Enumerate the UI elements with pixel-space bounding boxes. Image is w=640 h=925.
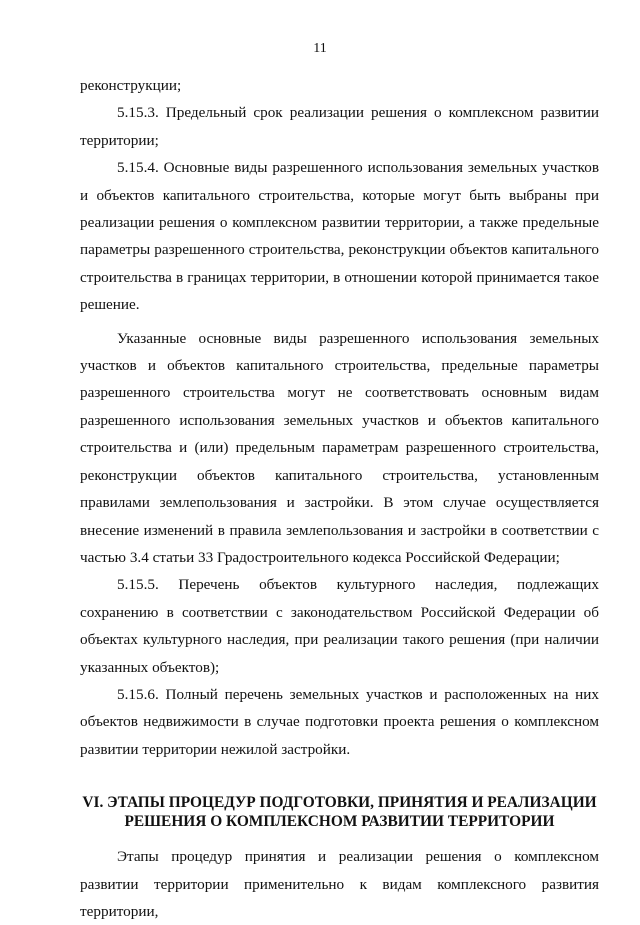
page-number: 11 (313, 41, 327, 56)
document-body (80, 72, 599, 925)
section-heading-line-1: VI. ЭТАПЫ ПРОЦЕДУР ПОДГОТОВКИ, ПРИНЯТИЯ И РЕАЛИЗАЦИИ (82, 794, 597, 812)
paragraph-5-15-5: 5.15.5. Перечень объектов культурного наследия, подлежащих сохранению в соответствии с законодательством Российской Федерации об объектах культурного наследия, при реализации такого решения (при наличии указанных объектов); (80, 576, 599, 676)
section-heading-line-2: РЕШЕНИЯ О КОМПЛЕКСНОМ РАЗВИТИИ ТЕРРИТОРИИ (124, 813, 555, 831)
paragraph-5-15-4: 5.15.4. Основные виды разрешенного использования земельных участков и объектов капитального строительства, которые могут быть выбраны при реализации решения о комплексном развитии территории, а также предельные параметры разрешенного строительства, реконструкции объектов капитального строительства в границах территории, в отношении которой принимается такое решение. (80, 159, 599, 314)
paragraph-5-15-6: 5.15.6. Полный перечень земельных участков и расположенных на них объектов недвижимости в случае подготовки проекта решения о комплексном развитии территории нежилой застройки. (80, 685, 599, 758)
paragraph-continuation: реконструкции; (80, 77, 182, 94)
paragraph-5-15-3: 5.15.3. Предельный срок реализации решения о комплексном развитии территории; (80, 104, 599, 149)
paragraph-permitted-uses-note: Указанные основные виды разрешенного использования земельных участков и объектов капитального строительства, предельные параметры разрешенного строительства могут не соответствовать основным видам разрешенного использования земельных участков и объектов капитального строительства и (или) предельным параметрам разрешенного строительства, реконструкции объектов капитального строительства, установленным правилами землепользования и застройки. В этом случае осуществляется внесение изменений в правила землепользования и застройки в соответствии с частью 3.4 статьи 33 Градостроительного кодекса Российской Федерации; (80, 329, 599, 566)
section-heading (80, 793, 599, 831)
paragraph-stages-intro: Этапы процедур принятия и реализации решения о комплексном развитии территории применительно к видам комплексного развития территории, (80, 848, 599, 920)
